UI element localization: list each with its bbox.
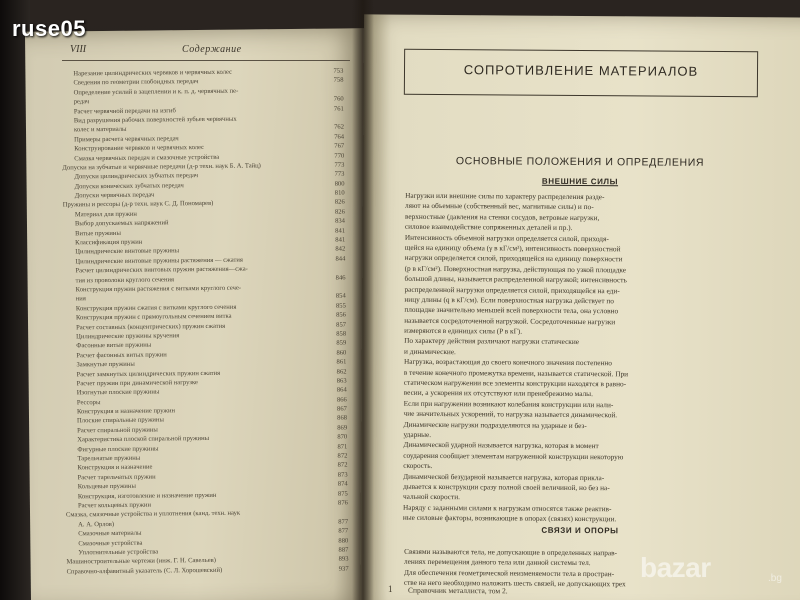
toc-entry-page: 863: [336, 377, 347, 385]
toc-entry-page: 764: [334, 133, 345, 141]
toc-entry-page: 872: [337, 452, 348, 460]
body-line: верхностные (давления на стенки сосудов, ветровые нагрузки,: [404, 211, 600, 222]
footer-text: Справочник металлиста, том 2.: [407, 585, 508, 596]
toc-entry-title: Материал для пружин: [74, 210, 137, 219]
toc-entry-title: Смазочные материалы: [78, 529, 142, 538]
toc-entry-page: 862: [336, 368, 347, 376]
toc-entry-title: Конструкция пружин сжатия с витками круглого сечения: [75, 303, 237, 313]
body-line: площадке значительно меньшей всей поверхности тела, она условно: [404, 305, 619, 316]
subsection-title-supports: СВЯЗИ И ОПОРЫ: [541, 525, 619, 536]
toc-entry-title: Справочно-алфавитный указатель (С. Л. Хорошевский): [66, 566, 223, 576]
chapter-title: СОПРОТИВЛЕНИЕ МАТЕРИАЛОВ: [463, 62, 699, 79]
toc-entry-page: 761: [333, 105, 344, 113]
toc-entry-page: 869: [337, 424, 348, 432]
toc-entry-page: 877: [338, 527, 349, 535]
toc-entry-title: Машиностроительные чертежи (инж. Г. Н. Савельев): [66, 557, 216, 566]
toc-entry-title: Расчет пружин при динамической нагрузке: [76, 378, 199, 388]
toc-entry-page: 773: [334, 170, 345, 178]
toc-entry-title: Пружины и рессоры (д-р техн. наук С. Д. Пономарев): [62, 200, 214, 209]
toc-entry-title: Расчет кольцевых пружин: [77, 501, 152, 510]
toc-entry-page: 767: [334, 142, 345, 150]
body-line: измеряются в единицах силы (P в кГ).: [404, 325, 523, 336]
body-line: называется сосредоточенной нагрузкой. Сосредоточенные нагрузки: [404, 315, 616, 326]
body-line: силовое взаимодействие сопряженных деталей и пр.).: [404, 221, 573, 233]
toc-entry-title: Допуски конических зубчатых передач: [74, 181, 184, 191]
toc-entry-page: 841: [335, 227, 346, 235]
body-line: распределенной нагрузки определяется силой, приходящейся на еди-: [404, 284, 620, 295]
toc-entry-title: Смазка, смазочные устройства и уплотнения (канд. техн. наук: [65, 510, 241, 519]
book-gutter: [352, 0, 374, 600]
toc-entry-title: Вид разрушения рабочих поверхностей зубьев червячных: [73, 115, 237, 125]
body-line: Если при нагружении возникают колебания конструкции или нали-: [403, 398, 614, 410]
toc-entry-page: 810: [334, 189, 345, 197]
toc-entry-title: Конструирование червяков и червячных колес: [74, 144, 205, 153]
toc-entry-title: Изогнутые плоские пружины: [76, 388, 160, 397]
body-line: чальной скорости.: [402, 492, 460, 502]
toc-entry-title: Уплотнительные устройства: [78, 548, 159, 557]
toc-entry-page: 860: [336, 349, 347, 357]
toc-entry-page: 753: [333, 67, 344, 75]
toc-entry-title: Определение усилий в зацеплении и к. п. д. червячных пе-: [73, 87, 239, 97]
toc-entry-page: 856: [336, 311, 346, 319]
body-line: Нагрузка, возрастающая до своего конечного значения постепенно: [403, 357, 612, 368]
subsection-title-forces: ВНЕШНИЕ СИЛЫ: [541, 176, 619, 187]
toc-entry-title: Расчет червячной передачи на изгиб: [73, 106, 176, 115]
header-rule: [62, 60, 350, 61]
body-line: ницу длины (q в кГ/см). Если поверхностная нагрузка действует по: [404, 294, 615, 306]
toc-entry-page: 880: [338, 537, 349, 545]
toc-entry-title: Плоские спиральные пружины: [77, 416, 164, 425]
toc-entry-title: Конструкция пружин с прямоугольным сечением витка: [75, 312, 232, 322]
toc-entry-title: Конструкция и назначение: [77, 463, 153, 472]
toc-entry-page: 773: [334, 161, 345, 169]
toc-entry-title: Тарельчатые пружины: [77, 454, 141, 463]
toc-entry-page: 760: [333, 95, 344, 103]
toc-entry-title: Замкнутые пружины: [76, 360, 135, 369]
toc-entry-title: Конструкция, изготовление и назначение пружин: [77, 491, 217, 500]
body-line: Динамической безударной называется нагрузка, которая прикла-: [403, 471, 605, 482]
toc-entry-title: Допуски на зубчатые и червячные передачи (д-р техн. наук Б. А. Тайц): [62, 162, 261, 172]
toc-entry-page: 858: [336, 330, 347, 338]
body-line: Динамической ударной называется нагрузка, которая в момент: [403, 440, 599, 451]
toc-entry-page: 861: [336, 358, 347, 366]
body-line: ляют на объемные (собственный вес, магнитные силы) и по-: [405, 201, 594, 212]
body-line: чие значительных ускорений, то нагрузка называется динамической.: [403, 408, 618, 420]
body-line: нагрузки определяется силой, приходящейся на единицу поверхности: [404, 253, 623, 264]
toc-entry-page: 844: [335, 255, 346, 263]
toc-entry-page: 846: [335, 274, 346, 282]
toc-entry-page: 857: [336, 321, 347, 329]
table-of-contents: [61, 67, 348, 577]
toc-entry-title: редач: [73, 98, 90, 106]
toc-entry-title: Цилиндрические пружины кручения: [76, 332, 180, 341]
toc-entry-title: Фасонные витые пружины: [76, 341, 152, 350]
body-line: По характеру действия различают нагрузки статические: [404, 336, 580, 347]
toc-entry-title: Фигурные плоские пружины: [77, 445, 159, 453]
toc-entry-page: 841: [335, 236, 346, 244]
seller-watermark: ruse05: [12, 16, 86, 41]
toc-entry-page: 762: [334, 123, 345, 131]
toc-entry-page: 874: [337, 480, 348, 488]
toc-entry-title: Смазочные устройства: [78, 539, 143, 547]
body-line: Связями называются тела, не допускающие в определенных направ-: [404, 546, 618, 558]
toc-entry-page: 854: [335, 292, 346, 301]
toc-entry-title: Смазка червячных передач и смазочные устройства: [74, 153, 220, 162]
body-line: Динамические нагрузки подразделяются на ударные и без-: [403, 419, 587, 430]
body-line: большой длины, называется распределенной нагрузкой; интенсивность: [404, 273, 627, 285]
toc-entry-page: 800: [334, 180, 345, 188]
toc-entry-page: 826: [334, 198, 345, 207]
toc-entry-title: колес и материалы: [73, 126, 127, 134]
body-line: дывается к конструкции сразу полной своей величиной, но без на-: [403, 481, 610, 493]
toc-entry-title: Характеристика плоской спиральной пружины: [77, 435, 210, 444]
toc-entry-title: Допуски цилиндрических зубчатых передач: [74, 172, 199, 181]
body-line: в течение конечного промежутка времени, называется статической. При: [403, 367, 629, 378]
toc-entry-title: А. А. Орлов): [78, 520, 115, 529]
toc-entry-title: ния: [75, 295, 86, 303]
toc-entry-page: 758: [333, 76, 344, 85]
toc-entry-title: Конструкция пружин растяжения с витками круглого сече-: [75, 284, 242, 294]
toc-entry-page: 867: [336, 405, 347, 413]
body-line: соударения сообщает элементам нагруженной конструкции некоторую: [403, 450, 624, 462]
body-line: весии, а ускорения их отсутствуют или пренебрежимо малы.: [403, 388, 593, 399]
roman-page-number: VIII: [70, 44, 87, 55]
toc-entry-title: Допуски червячных передач: [74, 191, 155, 200]
toc-entry-page: 842: [335, 245, 346, 254]
body-line: Интенсивность объемной нагрузки определяется силой, приходя-: [404, 232, 609, 243]
toc-entry-page: 887: [338, 546, 349, 554]
body-line: Наряду с заданными силами к нагрузкам относятся также реактив-: [402, 502, 612, 513]
toc-entry-title: Расчет тарельчатых пружин: [77, 473, 156, 482]
toc-entry-page: 872: [337, 461, 348, 470]
toc-entry-page: 877: [338, 518, 349, 526]
toc-entry-page: 893: [338, 555, 349, 563]
toc-entry-page: 826: [334, 208, 345, 216]
toc-entry-page: 870: [337, 433, 348, 441]
toc-entry-title: Расчет спиральной пружины: [77, 426, 158, 435]
toc-entry-page: 864: [336, 386, 347, 394]
body-line: ударные.: [403, 429, 432, 439]
body-line: Для обеспечения геометрической неизменяемости тела в простран-: [403, 567, 615, 579]
body-line: (p в кГ/см²). Поверхностная нагрузка, действующая по узкой площадке: [404, 263, 627, 275]
toc-entry-title: Расчет цилиндрических винтовых пружин растяжения—сжа-: [75, 265, 248, 275]
body-line: статическом нагружении все элементы конструкции находятся в равно-: [403, 377, 627, 389]
toc-entry-title: Нарезание цилиндрических червяков и червячных колес: [73, 68, 233, 78]
toc-entry-page: 866: [336, 396, 347, 404]
toc-entry-page: 876: [337, 499, 348, 507]
bazar-logo-watermark: bazar: [640, 552, 711, 583]
toc-entry-title: Выбор допускаемых напряжений: [74, 219, 169, 228]
body-line: ные силовые факторы, возникающие в опорах (связях) конструкции.: [402, 512, 617, 524]
bazar-logo-tld: .bg: [768, 573, 782, 584]
toc-entry-page: 834: [335, 217, 345, 225]
body-line: лениях перемещения данного тела или данной системы тел.: [404, 557, 591, 568]
toc-entry-title: Кольцевые пружины: [77, 482, 136, 491]
toc-entry-title: Рессоры: [76, 398, 101, 407]
toc-entry-page: 868: [337, 414, 348, 423]
toc-entry-title: тия из проволоки круглого сечения: [75, 275, 175, 284]
body-line: щейся на единицу объема (γ в кГ/см³), интенсивность поверхностной: [404, 242, 621, 254]
body-line: Нагрузки или внешние силы по характеру распределения разде-: [405, 190, 605, 202]
toc-entry-title: Классификация пружин: [75, 238, 143, 247]
toc-entry-page: 871: [337, 443, 348, 451]
toc-entry-title: Примеры расчета червячных передач: [74, 135, 179, 144]
body-line: стве на него необходимо наложить шесть связей, не допускающих трех: [403, 577, 626, 589]
toc-entry-page: 859: [336, 339, 347, 347]
toc-entry-page: 873: [337, 471, 348, 479]
toc-entry-page: 937: [338, 565, 349, 573]
footer-signature-number: 1: [388, 584, 393, 594]
toc-entry-title: Витые пружины: [75, 229, 121, 237]
toc-entry-page: 855: [335, 302, 346, 310]
toc-entry-page: 875: [337, 490, 348, 498]
chapter-title-box: [404, 49, 758, 97]
contents-title: Содержание: [182, 44, 242, 55]
toc-entry-title: Расчет составных (концентрических) пружин сжатия: [76, 322, 226, 331]
toc-entry-title: Цилиндрические винтовые пружины растяжения — сжатия: [75, 256, 243, 266]
body-line: и динамические.: [404, 346, 456, 357]
toc-entry-title: Конструкция и назначение пружин: [76, 407, 176, 416]
toc-entry-title: Цилиндрические винтовые пружины: [75, 247, 180, 256]
body-text-forces: [403, 191, 753, 526]
toc-entry-title: Расчет фасонных витых пружин: [76, 351, 167, 360]
section-title: ОСНОВНЫЕ ПОЛОЖЕНИЯ И ОПРЕДЕЛЕНИЯ: [455, 155, 705, 169]
toc-entry-page: 770: [334, 152, 345, 160]
toc-entry-title: Сведения по геометрии глобоидных передач: [73, 78, 199, 87]
body-line: скорость.: [403, 460, 433, 471]
toc-entry-title: Расчет замкнутых цилиндрических пружин сжатия: [76, 369, 221, 378]
